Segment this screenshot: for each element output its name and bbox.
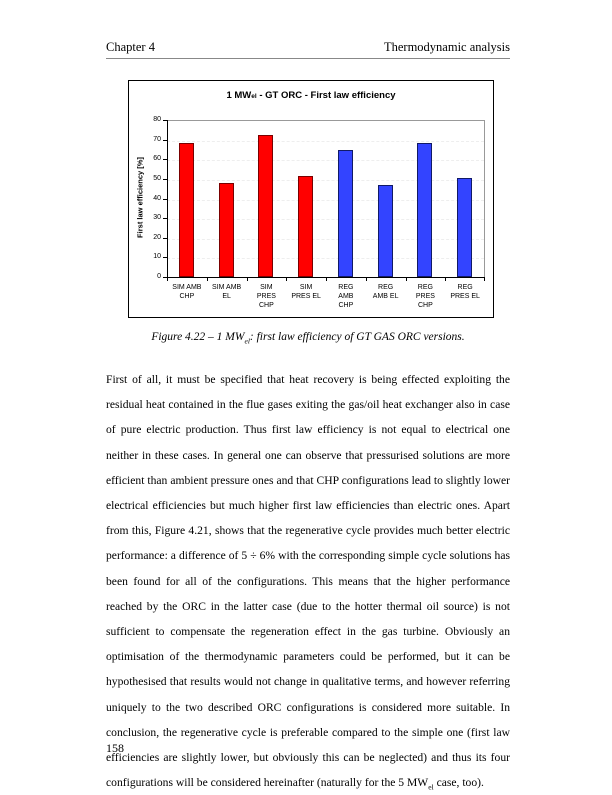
x-tick-label-line: SIM AMB xyxy=(212,284,242,291)
body-text-end: case, too). xyxy=(433,776,484,790)
x-tick-mark xyxy=(207,277,208,281)
caption-pre: Figure 4.22 – 1 MW xyxy=(151,331,245,343)
x-tick-label-line: SIM xyxy=(260,284,273,291)
y-tick-label: 0 xyxy=(157,273,161,280)
x-tick-label-line: PRES xyxy=(415,293,435,300)
x-tick-label-line: SIM AMB xyxy=(172,284,202,291)
x-tick-label xyxy=(207,283,247,301)
chapter-label: Chapter 4 xyxy=(106,40,155,54)
x-tick-label-line: REG xyxy=(457,284,473,291)
chart-title xyxy=(129,90,493,101)
y-tick-mark xyxy=(163,199,167,200)
gridline xyxy=(167,141,484,142)
bar-sim-amb-chp xyxy=(179,143,194,277)
x-tick-label xyxy=(326,283,366,310)
x-tick-mark xyxy=(286,277,287,281)
bar-reg-amb-chp xyxy=(338,150,353,277)
y-tick-label: 80 xyxy=(153,116,161,123)
body-text-main: First of all, it must be specified that heat recovery is being effected exploiting the residual heat contained in the flue gases exiting the gas/oil heat exchanger also in case of pure electric production. Thus first law efficiency is not equal to electrical one neither in these cases. In general one can observe that pressurised solutions are more efficient than ambient pressure ones and that CHP configurations lead to slightly lower electrical efficiencies but much higher first law efficiencies than electric ones. Apart from this, Figure 4.21, shows that the regenerative cycle provides much better electric performance: a difference of 5 ÷ 6% with the corresponding simple cycle solutions has been found for all of the configurations. This means that the higher performance reached by the ORC in the latter case (due to the hotter thermal oil source) is not sufficient to compensate the regeneration effect in the gas turbine. Obviously an optimisation of the thermodynamic parameters could be performed, but it can be hypothesised that results would not change in qualitative terms, and however referring uniquely to the two described ORC configurations is considered more suitable. In conclusion, the regenerative cycle is preferable compared to the simple one (first law efficiencies are slightly lower, but obviously this can be neglected) and thus its four configurations will be considered hereinafter (naturally for the 5 MW xyxy=(106,373,510,790)
y-tick-label: 70 xyxy=(153,135,161,143)
x-tick-label xyxy=(286,283,326,301)
bar-sim-pres-el xyxy=(298,176,313,277)
x-tick-label-line: AMB xyxy=(338,293,354,300)
caption-sub: el xyxy=(244,336,250,346)
x-tick-label-line: AMB EL xyxy=(372,293,399,300)
y-tick-label: 60 xyxy=(153,155,161,163)
x-tick-mark xyxy=(326,277,327,281)
x-tick-label-line: PRES xyxy=(256,293,276,300)
x-tick-mark xyxy=(484,277,485,281)
y-tick-label: 50 xyxy=(153,174,161,182)
chart-title-sub: el xyxy=(251,93,257,100)
bar-sim-pres-chp xyxy=(258,135,273,277)
running-header xyxy=(106,38,510,59)
x-tick-mark xyxy=(247,277,248,281)
x-tick-label-line: PRES EL xyxy=(291,293,321,300)
x-tick-mark xyxy=(366,277,367,281)
body-paragraph xyxy=(106,367,510,795)
y-tick-mark xyxy=(163,120,167,121)
gridline xyxy=(167,239,484,240)
bar-sim-amb-el xyxy=(219,183,234,277)
x-tick-label-line: CHP xyxy=(179,293,195,300)
x-tick-label xyxy=(246,283,286,310)
x-tick-label-line: REG xyxy=(338,284,354,291)
bar-reg-pres-chp xyxy=(417,143,432,277)
section-title: Thermodynamic analysis xyxy=(383,40,510,54)
x-tick-label xyxy=(445,283,485,301)
y-tick-mark xyxy=(163,159,167,160)
x-tick-label xyxy=(405,283,445,310)
gridline xyxy=(167,180,484,181)
x-tick-mark xyxy=(406,277,407,281)
y-tick-label: 40 xyxy=(153,194,161,202)
y-tick-mark xyxy=(163,179,167,180)
bar-reg-amb-el xyxy=(378,185,393,277)
bar-chart xyxy=(128,80,494,318)
page-number: 158 xyxy=(106,741,124,755)
x-tick-mark xyxy=(445,277,446,281)
y-tick-mark xyxy=(163,218,167,219)
x-tick-label-line: CHP xyxy=(338,302,354,309)
x-tick-label-line: REG xyxy=(417,284,433,291)
x-tick-label-line: CHP xyxy=(258,302,274,309)
bar-reg-pres-el xyxy=(457,178,472,277)
y-tick-label: 30 xyxy=(153,214,161,222)
chart-title-post: - GT ORC - First law efficiency xyxy=(256,90,396,101)
gridline xyxy=(167,200,484,201)
gridline xyxy=(167,258,484,259)
y-axis-label: First law efficiency [%] xyxy=(135,157,145,238)
gridline xyxy=(167,160,484,161)
y-tick-mark xyxy=(163,257,167,258)
plot-area xyxy=(167,120,485,277)
caption-post: : first law efficiency of GT GAS ORC versions. xyxy=(249,331,465,343)
gridline xyxy=(167,219,484,220)
x-tick-label-line: CHP xyxy=(417,302,433,309)
body-text-sub: el xyxy=(428,782,434,792)
x-tick-label-line: PRES EL xyxy=(450,293,480,300)
x-tick-label xyxy=(167,283,207,301)
y-tick-mark xyxy=(163,238,167,239)
y-tick-mark xyxy=(163,140,167,141)
y-tick-label: 10 xyxy=(153,253,161,261)
x-tick-label-line: REG xyxy=(378,284,394,291)
figure-caption xyxy=(106,331,510,345)
x-tick-label-line: SIM xyxy=(299,284,313,291)
chart-title-pre: 1 MW xyxy=(226,90,252,101)
x-tick-label xyxy=(366,283,406,301)
y-tick-label: 20 xyxy=(153,233,161,241)
x-tick-mark xyxy=(167,277,168,281)
x-tick-label-line: EL xyxy=(222,293,231,300)
y-axis-line xyxy=(167,120,168,278)
